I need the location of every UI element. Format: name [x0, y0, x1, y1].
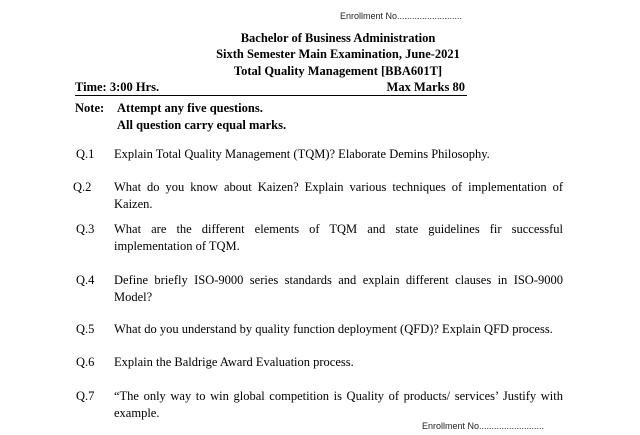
question-number: Q.2 — [73, 180, 92, 194]
note-line: Attempt any five questions. — [117, 101, 263, 115]
question-number: Q.1 — [76, 147, 95, 161]
question-text: “The only way to win global competition is Quality of products/ services’ Justify with example. — [114, 389, 563, 420]
program-title: Bachelor of Business Administration — [240, 31, 436, 45]
question-number: Q.5 — [76, 322, 95, 336]
question-text: Explain Total Quality Management (TQM)? Elaborate Demins Philosophy. — [114, 147, 490, 161]
course-title: Total Quality Management [BBA601T] — [233, 64, 443, 78]
question-text: What do you understand by quality function deployment (QFD)? Explain QFD process. — [114, 322, 553, 336]
note-line: All question carry equal marks. — [117, 118, 287, 132]
question-number: Q.3 — [76, 222, 95, 236]
max-marks: Max Marks 80 — [386, 80, 465, 94]
enrollment-number-field: Enrollment No.......................... — [340, 11, 463, 21]
question-text: Explain the Baldrige Award Evaluation process. — [114, 355, 354, 369]
exam-meta-row — [75, 80, 467, 96]
question-number: Q.4 — [76, 273, 95, 287]
enrollment-number-field: Enrollment No.......................... — [422, 421, 545, 431]
question-number: Q.7 — [76, 389, 95, 403]
exam-time: Time: 3:00 Hrs. — [75, 80, 160, 94]
question-text: What are the different elements of TQM and state guidelines fir successful implementation of TQM. — [114, 222, 563, 253]
question-text: Define briefly ISO-9000 series standards and explain different clauses in ISO-9000 Model? — [114, 273, 563, 304]
note-label: Note: — [75, 101, 105, 115]
exam-title: Sixth Semester Main Examination, June-2021 — [216, 47, 460, 61]
question-number: Q.6 — [76, 355, 95, 369]
question-text: What do you know about Kaizen? Explain various techniques of implementation of Kaizen. — [114, 180, 563, 211]
